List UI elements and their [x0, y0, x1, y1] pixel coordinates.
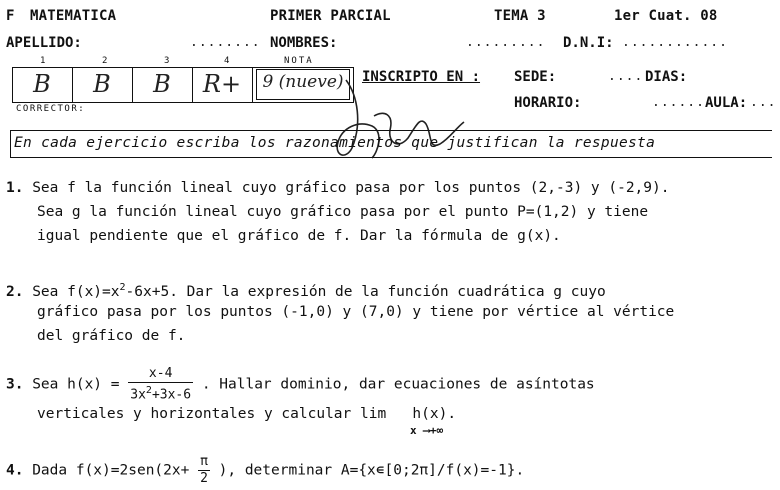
horario-field[interactable]: ......: [652, 95, 705, 110]
question-4-pre: Dada f(x)=2sen(2x+: [32, 462, 190, 479]
exam-title: PRIMER PARCIAL: [270, 8, 391, 24]
question-1-line-2: Sea g la función lineal cuyo gráfico pasa por el punto P=(1,2) y tiene: [37, 204, 649, 220]
nota-label: NOTA: [284, 56, 314, 66]
question-2-line-2: gráfico pasa por los puntos (-1,0) y (7,0) y tiene por vértice al vértice: [37, 304, 675, 320]
grade-col-number: 4: [224, 56, 232, 66]
grade-col-number: 3: [164, 56, 172, 66]
question-4: [6, 454, 524, 487]
corrector-label: CORRECTOR:: [16, 104, 86, 114]
question-3-line-2: verticales y horizontales y calcular lim h(x).: [37, 406, 457, 422]
term-label: 1er Cuat. 08: [614, 8, 718, 24]
grade-mark-2: B: [93, 70, 111, 98]
grade-mark-4: R+: [202, 70, 242, 98]
dni-field[interactable]: ............: [622, 35, 728, 50]
question-3-denominator: $3x^2+3x-6$: [130, 385, 192, 403]
question-1-line-3: igual pendiente que el gráfico de f. Dar la fórmula de g(x).: [37, 228, 561, 244]
question-2-text-a: Sea f(x)=x: [32, 283, 120, 300]
question-1-number: 1.: [6, 180, 24, 196]
sede-label: SEDE:: [514, 69, 557, 85]
grade-divider: [252, 67, 253, 103]
question-2-text-b: -6x+5. Dar la expresión de la función cuadrática g cuyo: [125, 283, 606, 300]
question-2-exponent: 2: [119, 282, 126, 293]
question-3-number: 3.: [6, 376, 24, 393]
limit-subscript: x ⟶+∞: [410, 424, 444, 437]
grade-mark-1: B: [33, 70, 51, 98]
question-2-line-3: del gráfico de f.: [37, 328, 186, 344]
nombres-field[interactable]: .........: [466, 35, 546, 50]
subject-title: MATEMATICA: [30, 8, 117, 24]
grade-col-number: 1: [40, 56, 48, 66]
grade-col-number: 2: [102, 56, 110, 66]
instruction-text: En cada ejercicio escriba los razonamientos que justifican la respuesta: [14, 135, 656, 151]
dni-label: D.N.I:: [563, 35, 614, 51]
sede-field[interactable]: ....: [608, 69, 644, 84]
question-1: [6, 176, 669, 200]
apellido-label: APELLIDO:: [6, 35, 82, 51]
question-3-pre: Sea h(x) =: [32, 376, 120, 393]
nota-value: 9 (nueve): [262, 72, 344, 92]
inscripto-label: INSCRIPTO EN :: [362, 69, 481, 85]
grade-mark-3: B: [153, 70, 171, 98]
dias-label: DIAS:: [645, 69, 688, 85]
question-3-fraction: [128, 366, 193, 403]
question-1-line-1: Sea f la función lineal cuyo gráfico pasa por los puntos (2,-3) y (-2,9).: [32, 180, 670, 196]
apellido-field[interactable]: ........: [190, 35, 261, 50]
question-3: [6, 366, 595, 403]
nombres-label: NOMBRES:: [270, 35, 338, 51]
question-2-number: 2.: [6, 283, 24, 300]
horario-label: HORARIO:: [514, 95, 582, 111]
question-4-fraction: [198, 454, 210, 487]
aula-label: AULA:: [705, 95, 748, 111]
course-code: F: [6, 8, 15, 24]
tema-label: TEMA 3: [494, 8, 546, 24]
question-4-post: ), determinar A={x∊[0;2π]/f(x)=-1}.: [218, 462, 525, 479]
question-4-frac-den: 2: [200, 471, 208, 486]
question-3-numerator: x-4: [128, 366, 193, 383]
question-4-frac-num: π: [200, 454, 208, 469]
aula-field[interactable]: ...: [750, 95, 777, 110]
question-4-number: 4.: [6, 462, 24, 479]
question-3-post: . Hallar dominio, dar ecuaciones de asíntotas: [201, 376, 595, 393]
